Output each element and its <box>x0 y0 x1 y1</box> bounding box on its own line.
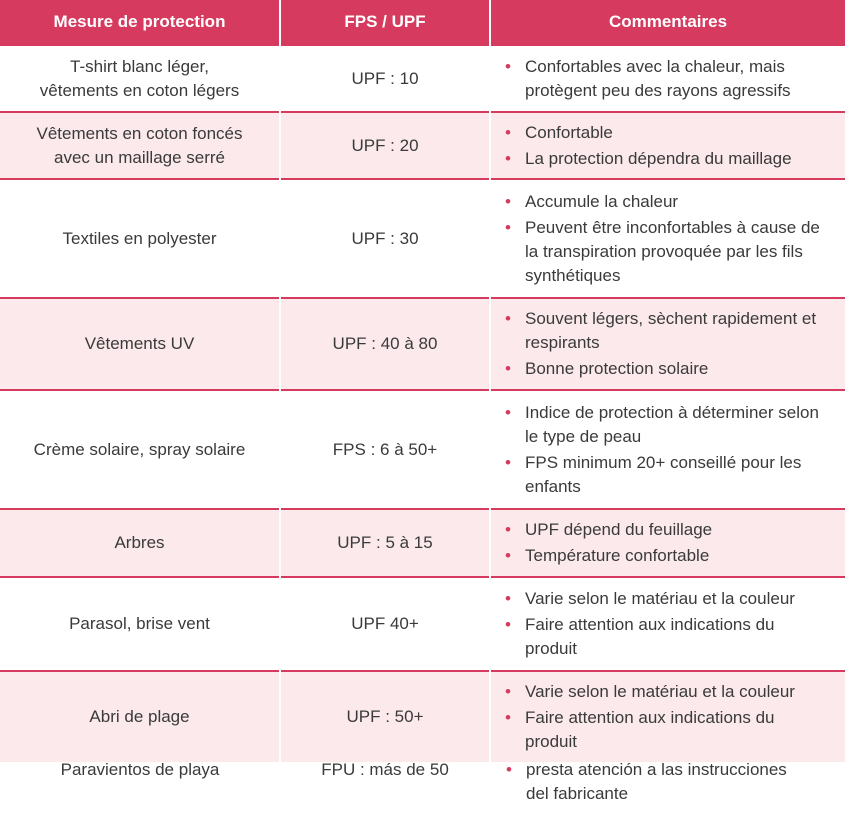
comment-item: • Varie selon le matériau et la couleur <box>499 680 831 704</box>
fps-upf-cell: UPF : 30 <box>280 179 490 298</box>
comments-cell <box>490 45 845 112</box>
fps-upf-cell: UPF : 50+ <box>280 671 490 762</box>
comment-list <box>499 680 831 754</box>
comment-item: • Faire attention aux indications du produit <box>499 613 831 661</box>
comment-item: • La protection dépendra du maillage <box>499 147 831 171</box>
comments-cell <box>490 179 845 298</box>
measure-cell: Arbres <box>0 509 280 577</box>
measure-cell: Abri de plage <box>0 671 280 762</box>
table-row <box>0 671 845 762</box>
comment-list <box>499 190 831 288</box>
comment-item: • Confortables avec la chaleur, mais protègent peu des rayons agressifs <box>499 55 831 103</box>
table-row <box>0 509 845 577</box>
overflow-measure: Paravientos de playa <box>60 760 220 779</box>
comment-list <box>499 401 831 499</box>
header-fps-upf: FPS / UPF <box>280 0 490 45</box>
table-row <box>0 577 845 671</box>
fps-upf-cell: UPF : 5 à 15 <box>280 509 490 577</box>
comment-list <box>499 587 831 661</box>
comments-cell <box>490 112 845 179</box>
comment-item: • UPF dépend du feuillage <box>499 518 831 542</box>
header-measure: Mesure de protection <box>0 0 280 45</box>
table-header-row <box>0 0 845 45</box>
fps-upf-cell: UPF : 20 <box>280 112 490 179</box>
table-row <box>0 390 845 509</box>
comment-item: • Souvent légers, sèchent rapidement et respirants <box>499 307 831 355</box>
table-row <box>0 112 845 179</box>
comment-list <box>499 55 831 103</box>
overflow-comment-line2: del fabricante <box>526 784 629 803</box>
comment-item: • FPS minimum 20+ conseillé pour les enfants <box>499 451 831 499</box>
comments-cell <box>490 390 845 509</box>
measure-cell: Vêtements en coton foncés avec un maillage serré <box>0 112 280 179</box>
measure-cell: Parasol, brise vent <box>0 577 280 671</box>
overflow-comment-line1: • presta atención a las instrucciones <box>500 758 840 782</box>
comment-item: • Indice de protection à déterminer selon le type de peau <box>499 401 831 449</box>
comments-cell <box>490 509 845 577</box>
comment-item: • Faire attention aux indications du produit <box>499 706 831 754</box>
comment-list <box>499 518 831 568</box>
comments-cell <box>490 577 845 671</box>
measure-cell: Textiles en polyester <box>0 179 280 298</box>
fps-upf-cell: UPF : 10 <box>280 45 490 112</box>
comment-list <box>499 307 831 381</box>
comments-cell <box>490 671 845 762</box>
table-row <box>0 179 845 298</box>
comments-cell <box>490 298 845 390</box>
comment-item: • Confortable <box>499 121 831 145</box>
measure-cell: Crème solaire, spray solaire <box>0 390 280 509</box>
fps-upf-cell: UPF : 40 à 80 <box>280 298 490 390</box>
measure-cell: T-shirt blanc léger, vêtements en coton légers <box>0 45 280 112</box>
comment-item: • Varie selon le matériau et la couleur <box>499 587 831 611</box>
table-row <box>0 298 845 390</box>
comment-item: • Peuvent être inconfortables à cause de la transpiration provoquée par les fils synthétiques <box>499 216 831 288</box>
header-comments: Commentaires <box>490 0 845 45</box>
table-row <box>0 45 845 112</box>
measure-cell: Vêtements UV <box>0 298 280 390</box>
comment-item: • Bonne protection solaire <box>499 357 831 381</box>
fps-upf-cell: UPF 40+ <box>280 577 490 671</box>
overflow-comments <box>500 758 840 806</box>
fps-upf-cell: FPS : 6 à 50+ <box>280 390 490 509</box>
overflow-row <box>0 758 845 814</box>
comment-list <box>499 121 831 171</box>
overflow-value: FPU : más de 50 <box>321 760 449 779</box>
comment-item: • Température confortable <box>499 544 831 568</box>
comment-item: • Accumule la chaleur <box>499 190 831 214</box>
